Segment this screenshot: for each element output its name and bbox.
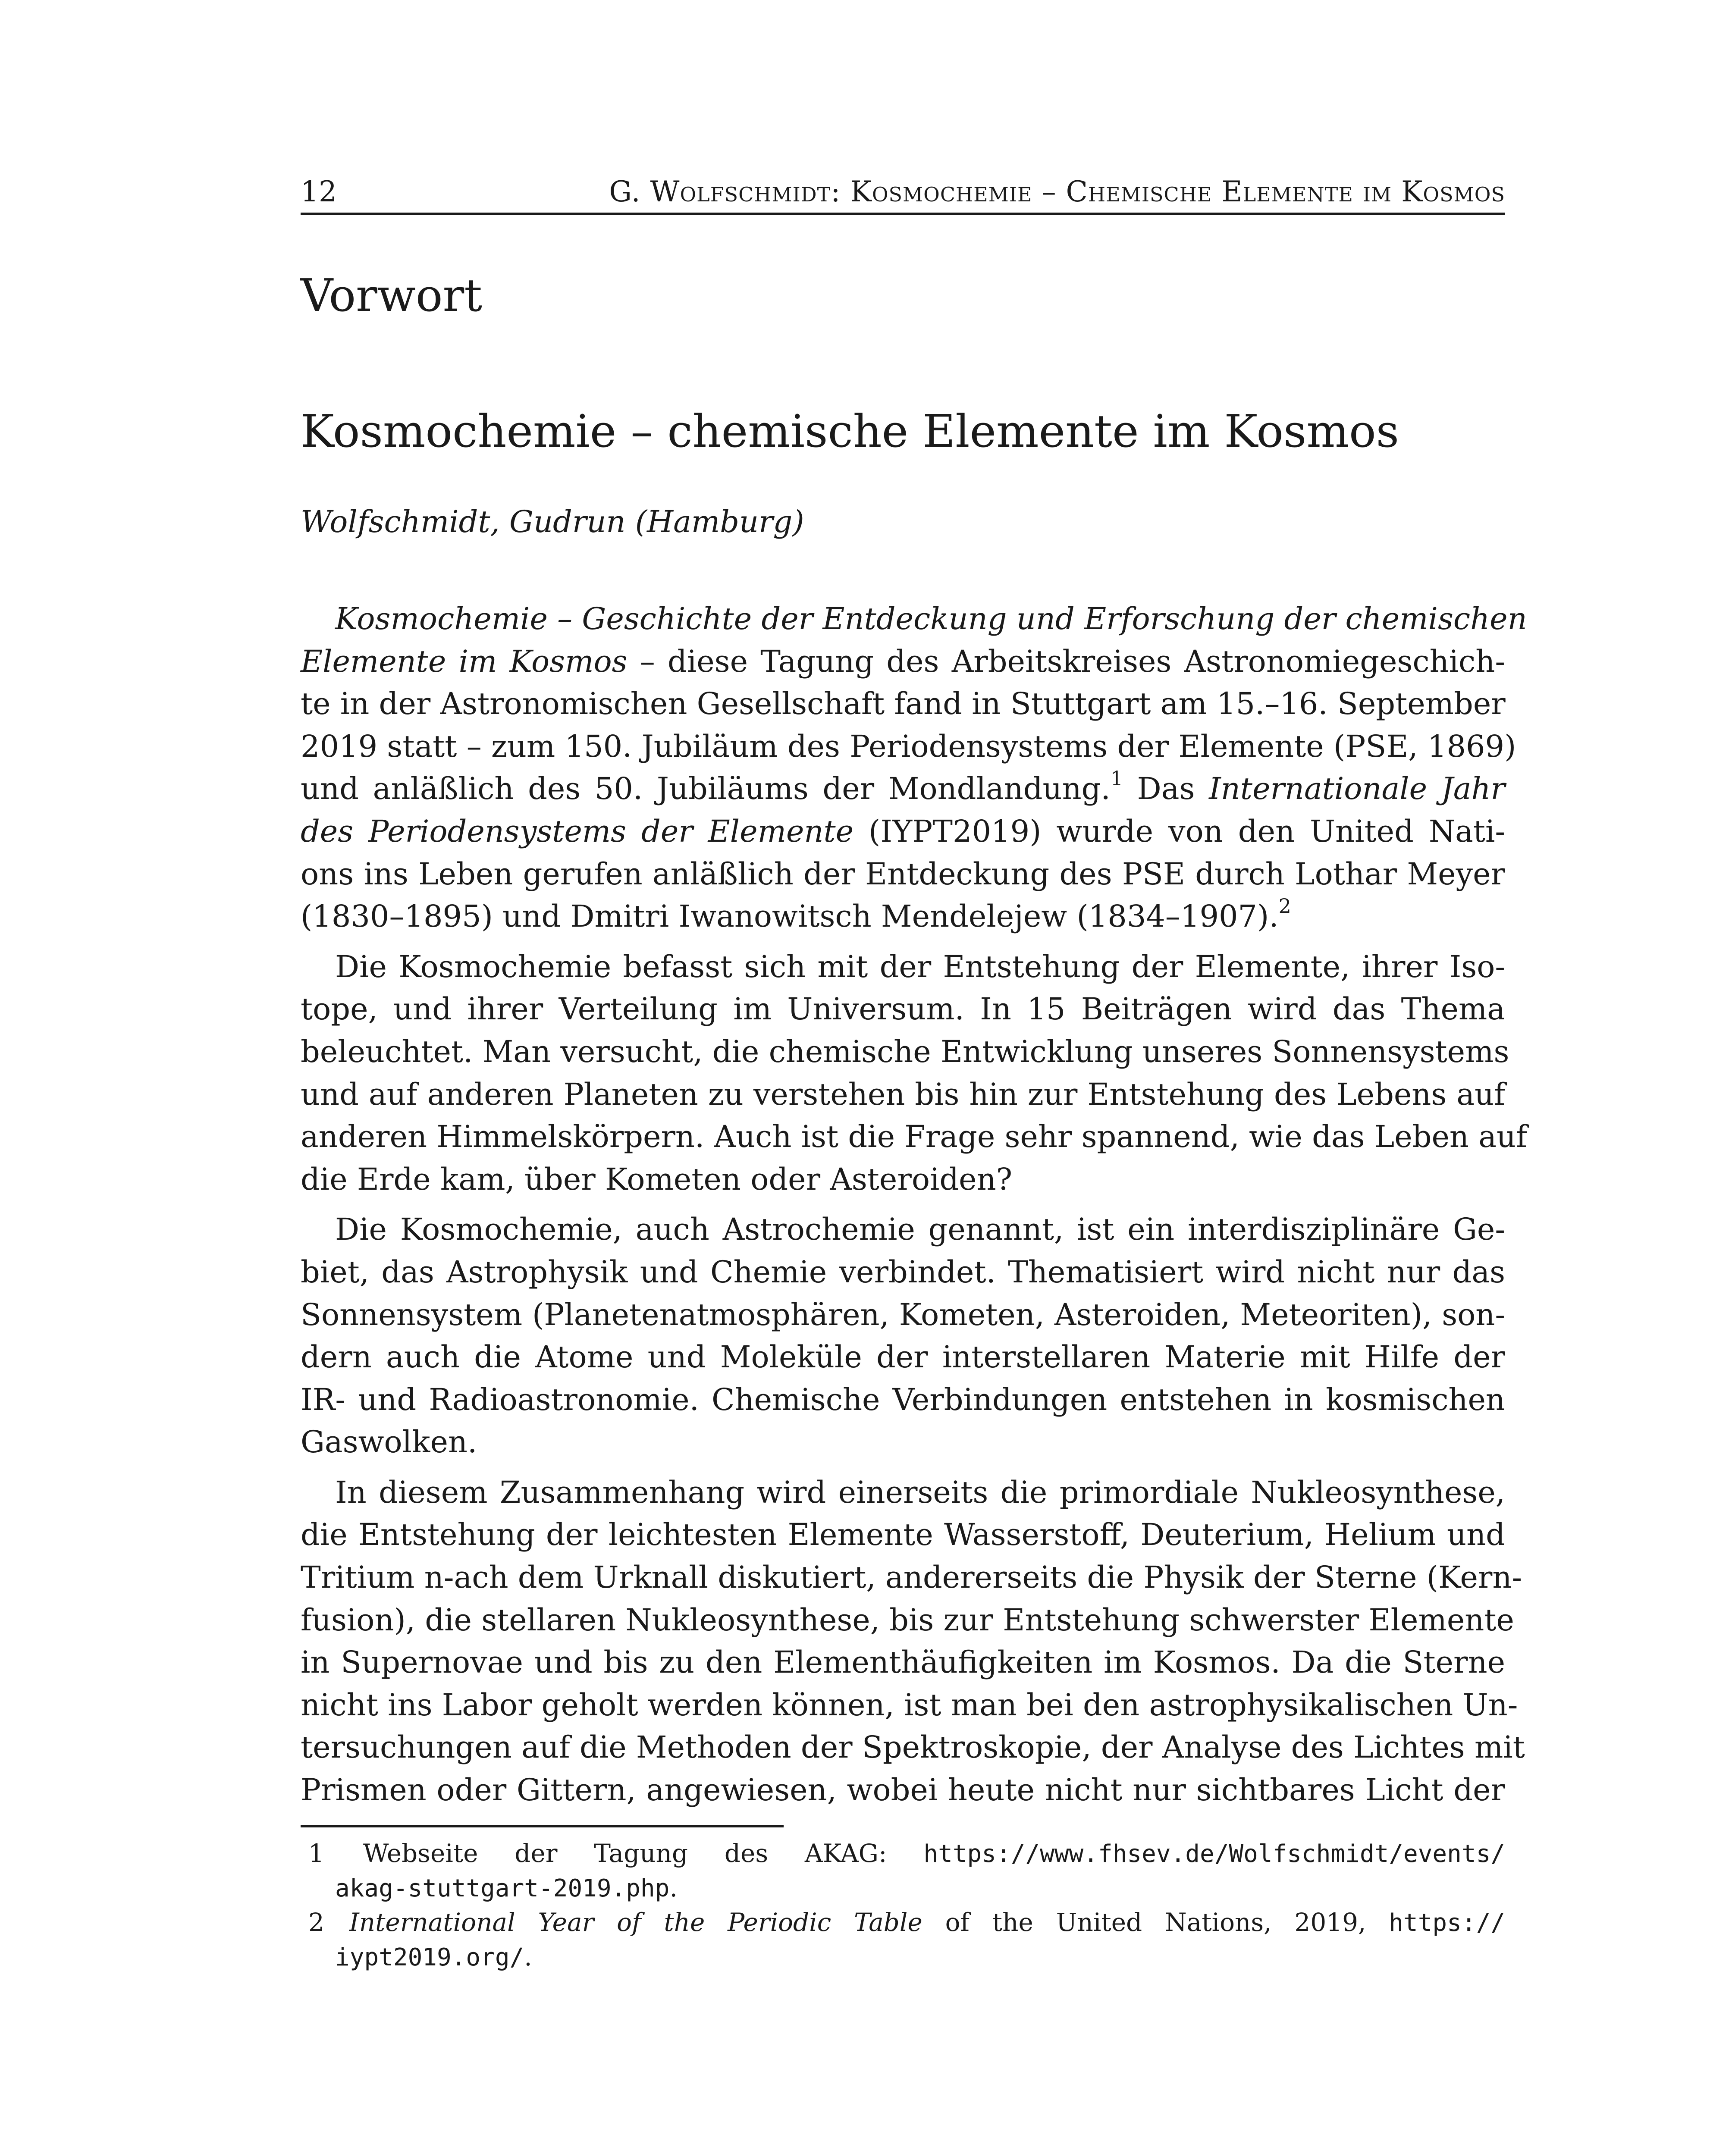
author-line: Wolfschmidt, Gudrun (Hamburg) [301, 504, 804, 539]
footnote-rule [301, 1825, 784, 1827]
text-line: In diesem Zusammenhang wird einerseits die primordiale Nukleosynthese, [335, 1474, 1505, 1510]
footnote-line [301, 1871, 1505, 1905]
text-line: tersuchungen auf die Methoden der Spektroskopie, der Analyse des Lichtes mit [301, 1730, 1525, 1765]
body-text [301, 598, 1527, 1811]
text-line: beleuchtet. Man versucht, die chemische Entwicklung unseres Sonnensystems [301, 1034, 1509, 1069]
footnote-line [301, 1836, 1505, 1871]
text-line: Die Kosmochemie, auch Astrochemie genannt, ist ein interdisziplinäre Ge- [335, 1212, 1505, 1247]
footnote-number: 2 [308, 1908, 324, 1937]
text-line: dern auch die Atome und Moleküle der interstellaren Materie mit Hilfe der [301, 1339, 1505, 1375]
paragraph-gap [301, 938, 1505, 946]
italic-text: International Year of the Periodic Table [349, 1908, 922, 1937]
footnote-1 [301, 1836, 1505, 1905]
paragraph-3 [301, 1208, 1505, 1463]
text-line: biet, das Astrophysik und Chemie verbindet. Thematisiert wird nicht nur das [301, 1254, 1505, 1290]
footnote-ref-1[interactable]: 1 [1110, 767, 1123, 790]
text-line: nicht ins Labor geholt werden können, ist man bei den astrophysikalischen Un- [301, 1687, 1518, 1723]
footnote-text: . [669, 1873, 678, 1902]
text-line: Gaswolken. [301, 1424, 477, 1460]
text-line: tope, und ihrer Verteilung im Universum. In 15 Beiträgen wird das Thema [301, 991, 1505, 1027]
footnote-ref-2[interactable]: 2 [1278, 894, 1291, 918]
text-line [301, 598, 1527, 640]
text-line: Tritium n-ach dem Urknall diskutiert, andererseits die Physik der Sterne (Kern- [301, 1560, 1522, 1595]
footnote-line [301, 1940, 1505, 1974]
text-line [301, 810, 1505, 853]
paragraph-gap [301, 1200, 1505, 1208]
footnote-line [301, 1905, 1505, 1940]
italic-text: Internationale Jahr [1209, 771, 1506, 807]
text-line: in Supernovae und bis zu den Elementhäufigkeiten im Kosmos. Da die Sterne [301, 1645, 1505, 1680]
text-line: Die Kosmochemie befasst sich mit der Entstehung der Elemente, ihrer Iso- [335, 949, 1505, 984]
text-line: Prismen oder Gittern, angewiesen, wobei heute nicht nur sichtbares Licht der [301, 1772, 1505, 1808]
footnote-text: of the United Nations, 2019, [922, 1908, 1389, 1937]
text-line: ons ins Leben gerufen anläßlich der Entdeckung des PSE durch Lothar Meyer [301, 856, 1505, 892]
footnote-2 [301, 1905, 1505, 1974]
text-span: und anläßlich des 50. Jubiläums der Mondlandung. [301, 771, 1111, 807]
footnotes [301, 1836, 1505, 1974]
footnote-url[interactable]: https:// [1389, 1909, 1505, 1937]
italic-text: des Periodensystems der Elemente [301, 813, 854, 849]
text-span: (1830–1895) und Dmitri Iwanowitsch Mendelejew (1834–1907). [301, 899, 1279, 934]
text-line [301, 895, 1505, 938]
text-line: te in der Astronomischen Gesellschaft fand in Stuttgart am 15.–16. September [301, 686, 1506, 722]
header-rule [301, 213, 1505, 215]
italic-text: Kosmochemie – Geschichte der Entdeckung und Erforschung der chemischen [335, 601, 1527, 636]
footnote-text: . [524, 1942, 532, 1971]
text-span: Das [1123, 771, 1209, 807]
article-title: Kosmochemie – chemische Elemente im Kosmos [301, 405, 1399, 458]
footnote-url[interactable]: iypt2019.org/ [335, 1943, 524, 1971]
section-heading: Vorwort [301, 269, 483, 322]
italic-text: Elemente im Kosmos [301, 643, 628, 679]
footnote-number: 1 [308, 1839, 324, 1868]
text-line: die Entstehung der leichtesten Elemente Wasserstoff, Deuterium, Helium und [301, 1517, 1505, 1553]
paragraph-4 [301, 1471, 1525, 1811]
text-span: – diese Tagung des Arbeitskreises Astronomiegeschich- [627, 643, 1505, 679]
text-line: IR- und Radioastronomie. Chemische Verbindungen entstehen in kosmischen [301, 1382, 1505, 1417]
text-span: (IYPT2019) wurde von den United Nati- [853, 813, 1505, 849]
text-line: fusion), die stellaren Nukleosynthese, bis zur Entstehung schwerster Elemente [301, 1602, 1514, 1638]
running-title: G. Wolfschmidt: Kosmochemie – Chemische Elemente im Kosmos [609, 175, 1505, 208]
text-line: und auf anderen Planeten zu verstehen bis hin zur Entstehung des Lebens auf [301, 1076, 1505, 1112]
footnote-url[interactable]: https://www.fhsev.de/Wolfschmidt/events/ [923, 1840, 1505, 1868]
text-line [301, 768, 1505, 810]
footnote-text: Webseite der Tagung des AKAG: [363, 1839, 924, 1868]
paragraph-1 [301, 598, 1527, 938]
text-line: die Erde kam, über Kometen oder Asteroiden? [301, 1161, 1013, 1197]
text-line: anderen Himmelskörpern. Auch ist die Frage sehr spannend, wie das Leben auf [301, 1119, 1527, 1155]
page-number: 12 [301, 175, 337, 208]
text-line: 2019 statt – zum 150. Jubiläum des Periodensystems der Elemente (PSE, 1869) [301, 728, 1516, 764]
text-line: Sonnensystem (Planetenatmosphären, Kometen, Asteroiden, Meteoriten), son- [301, 1297, 1505, 1332]
footnote-url[interactable]: akag-stuttgart-2019.php [335, 1874, 670, 1902]
text-line [301, 640, 1505, 683]
paragraph-2 [301, 946, 1527, 1201]
running-header [301, 170, 1505, 213]
paragraph-gap [301, 1463, 1505, 1471]
